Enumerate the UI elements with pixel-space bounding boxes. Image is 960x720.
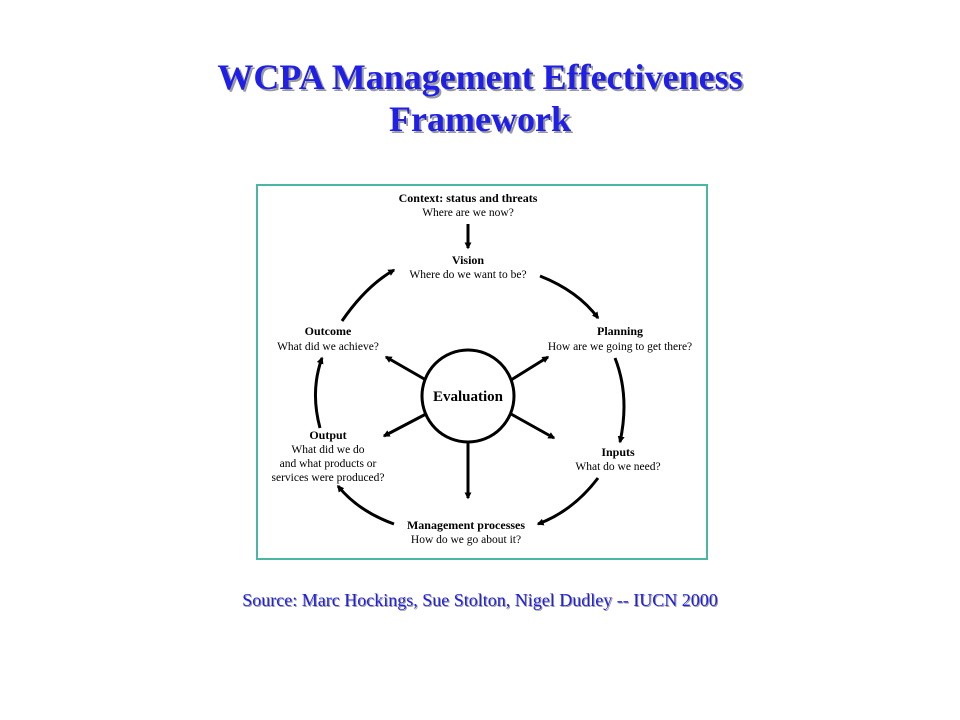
evaluation-to-inputs-arrow <box>511 414 554 438</box>
outcome-to-vision-arrow <box>342 270 394 321</box>
output-subtitle-3: services were produced? <box>271 472 385 484</box>
management-to-output-arrow <box>338 486 394 524</box>
context-title: Context: status and threats <box>398 191 538 205</box>
outcome-subtitle: What did we achieve? <box>277 341 379 353</box>
slide-title <box>0 56 960 140</box>
output-subtitle-1: What did we do <box>291 444 365 456</box>
planning-subtitle: How are we going to get there? <box>547 341 693 353</box>
evaluation-to-output-arrow <box>384 414 426 436</box>
vision-title: Vision <box>451 253 485 267</box>
evaluation-to-outcome-arrow <box>386 357 426 380</box>
evaluation-to-planning-arrow <box>511 357 548 380</box>
framework-diagram-svg <box>258 186 706 558</box>
framework-diagram <box>256 184 708 560</box>
planning-to-inputs-arrow <box>615 358 624 442</box>
vision-to-planning-arrow <box>540 276 598 318</box>
title-line-1: WCPA Management Effectiveness <box>217 57 743 97</box>
evaluation-label: Evaluation <box>432 389 504 405</box>
planning-title: Planning <box>596 324 644 338</box>
outcome-title: Outcome <box>304 324 352 338</box>
management-title: Management processes <box>406 518 526 532</box>
source-citation: Source: Marc Hockings, Sue Stolton, Nigel Dudley -- IUCN 2000 <box>242 590 718 610</box>
inputs-title: Inputs <box>601 445 635 459</box>
output-to-outcome-arrow <box>315 358 322 428</box>
title-line-2: Framework <box>389 99 571 139</box>
management-subtitle: How do we go about it? <box>410 534 522 546</box>
output-title: Output <box>309 428 347 442</box>
inputs-subtitle: What do we need? <box>575 461 661 473</box>
output-subtitle-2: and what products or <box>279 458 377 470</box>
inputs-to-management-arrow <box>538 478 598 524</box>
context-subtitle: Where are we now? <box>422 207 514 219</box>
vision-subtitle: Where do we want to be? <box>409 269 527 281</box>
